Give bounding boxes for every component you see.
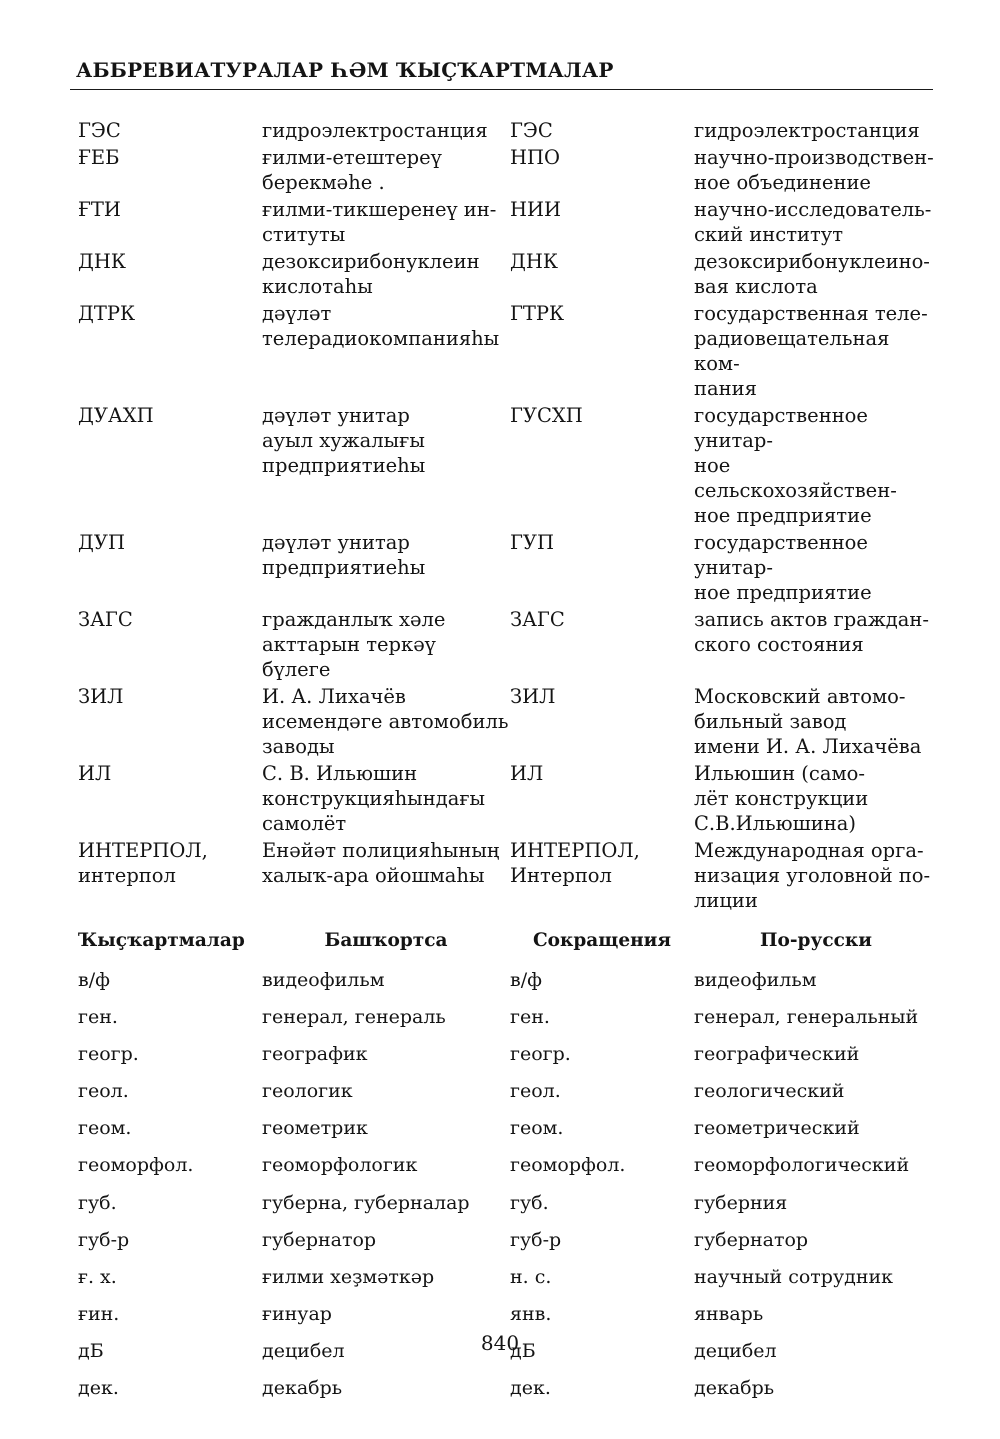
bashkir-abbr: ғин. xyxy=(78,1302,120,1325)
russian-abbr: ЗАГС xyxy=(510,608,565,631)
bashkir-expansion: децибел xyxy=(262,1339,345,1362)
bashkir-expansion: дәүләт унитар предприятиеһы xyxy=(262,531,426,579)
header-col-russian-short: Сокращения xyxy=(532,930,672,951)
header-rule xyxy=(70,89,933,90)
bashkir-abbr: ДНК xyxy=(78,250,126,273)
bashkir-expansion: генерал, генераль xyxy=(262,1006,446,1029)
russian-expansion: децибел xyxy=(694,1339,777,1362)
table-row xyxy=(78,301,938,401)
russian-abbr: НИИ xyxy=(510,198,562,221)
russian-expansion: научный сотрудник xyxy=(694,1265,894,1288)
russian-abbr: геол. xyxy=(510,1080,561,1103)
russian-abbr: ИЛ xyxy=(510,762,544,785)
table-row xyxy=(78,249,938,299)
table-row xyxy=(78,761,938,836)
bashkir-abbr: ҒЕБ xyxy=(78,146,120,169)
header-col-russian-full: По-русски xyxy=(760,930,872,951)
header-col-bashkir-full: Башҡортса xyxy=(324,930,448,951)
bashkir-expansion: И. А. Лихачёв исемендәге автомобиль заводы xyxy=(262,685,509,758)
russian-abbr: дБ xyxy=(510,1339,536,1362)
russian-expansion: геологический xyxy=(694,1080,845,1103)
bashkir-abbr: ЗИЛ xyxy=(78,685,124,708)
table-row xyxy=(78,838,938,913)
bashkir-expansion: губерна, губерналар xyxy=(262,1191,470,1214)
bashkir-abbr: ДУП xyxy=(78,531,125,554)
table-row xyxy=(78,1042,938,1067)
russian-abbr: геом. xyxy=(510,1117,564,1140)
russian-expansion: научно-исследователь- ский институт xyxy=(694,198,932,246)
table-row xyxy=(78,684,938,759)
russian-expansion: губернатор xyxy=(694,1228,809,1251)
bashkir-expansion: декабрь xyxy=(262,1377,343,1400)
table-row xyxy=(78,1228,938,1253)
bashkir-abbr: ДТРК xyxy=(78,302,136,325)
russian-abbr: геоморфол. xyxy=(510,1154,626,1177)
russian-abbr: ДНК xyxy=(510,250,558,273)
russian-expansion: Московский автомо- бильный завод имени И. А. Лихачёва xyxy=(694,685,922,758)
bashkir-expansion: геологик xyxy=(262,1080,353,1103)
table-row xyxy=(78,530,938,605)
russian-abbr: ген. xyxy=(510,1006,550,1029)
table-row xyxy=(78,968,938,993)
russian-abbr: ГТРК xyxy=(510,302,565,325)
bashkir-expansion: ғилми-тикшеренеү ин- ституты xyxy=(262,198,497,246)
russian-abbr: н. с. xyxy=(510,1265,552,1288)
table-row xyxy=(78,1116,938,1141)
russian-expansion: декабрь xyxy=(694,1377,775,1400)
russian-expansion: географический xyxy=(694,1043,860,1066)
header-col-bashkir-short: Ҡыҫҡартмалар xyxy=(78,930,245,951)
bashkir-abbr: губ. xyxy=(78,1191,117,1214)
bashkir-abbr: дек. xyxy=(78,1377,119,1400)
bashkir-abbr: ҒТИ xyxy=(78,198,121,221)
russian-expansion: государственное унитар- ное предприятие xyxy=(694,531,872,604)
table-row xyxy=(78,1376,938,1401)
table-row xyxy=(78,118,938,143)
bashkir-abbr: геом. xyxy=(78,1117,132,1140)
russian-expansion: научно-производствен- ное объединение xyxy=(694,146,934,194)
bashkir-abbr: ЗАГС xyxy=(78,608,133,631)
bashkir-expansion: гражданлыҡ хәле акттарын теркәү бүлеге xyxy=(262,608,446,681)
abbreviations-section xyxy=(78,118,938,913)
table-row xyxy=(78,1005,938,1030)
table-row xyxy=(78,145,938,195)
bashkir-expansion: губернатор xyxy=(262,1228,377,1251)
russian-expansion: губерния xyxy=(694,1191,788,1214)
bashkir-expansion: дәүләт унитар ауыл хужалығы предприятиеһы xyxy=(262,404,426,477)
russian-abbr: ГЭС xyxy=(510,119,553,142)
russian-expansion: дезоксирибонуклеино- вая кислота xyxy=(694,250,930,298)
table-row xyxy=(78,197,938,247)
bashkir-expansion: дәүләт телерадиокомпанияһы xyxy=(262,302,500,350)
russian-expansion: запись актов граждан- ского состояния xyxy=(694,608,929,656)
russian-expansion: геометрический xyxy=(694,1117,860,1140)
bashkir-abbr: ИЛ xyxy=(78,762,112,785)
russian-expansion: Международная орга- низация уголовной по- лиции xyxy=(694,839,931,912)
bashkir-abbr: геол. xyxy=(78,1080,129,1103)
page-number: 840 xyxy=(480,1331,520,1355)
table-row xyxy=(78,1153,938,1178)
bashkir-expansion: геоморфологик xyxy=(262,1154,418,1177)
bashkir-abbr: ДУАХП xyxy=(78,404,154,427)
russian-abbr: ИНТЕРПОЛ, Интерпол xyxy=(510,839,640,887)
bashkir-expansion: дезоксирибонуклеин кислотаһы xyxy=(262,250,480,298)
russian-expansion: видеофильм xyxy=(694,969,817,991)
bashkir-expansion: ғилми хеҙмәткәр xyxy=(262,1265,435,1288)
russian-abbr: ГУП xyxy=(510,531,555,554)
bashkir-expansion: С. В. Ильюшин конструкцияһындағы самолёт xyxy=(262,762,486,835)
bashkir-abbr: геоморфол. xyxy=(78,1154,194,1177)
russian-abbr: янв. xyxy=(510,1302,552,1325)
bashkir-expansion: географик xyxy=(262,1043,368,1066)
bashkir-expansion: гидроэлектростанция xyxy=(262,119,488,142)
bashkir-abbr: ГЭС xyxy=(78,119,121,142)
russian-abbr: губ-р xyxy=(510,1228,562,1251)
table-row xyxy=(78,1079,938,1104)
russian-abbr: геогр. xyxy=(510,1043,571,1066)
table-row xyxy=(78,607,938,682)
bashkir-expansion: Енәйәт полицияһының халыҡ-ара ойошмаһы xyxy=(262,839,500,887)
russian-abbr: дек. xyxy=(510,1377,551,1400)
bashkir-abbr: геогр. xyxy=(78,1043,139,1066)
bashkir-abbr: в/ф xyxy=(78,969,110,991)
table-row xyxy=(78,403,938,528)
bashkir-expansion: ғилми-етештереү берекмәһе . xyxy=(262,146,442,194)
russian-expansion: Ильюшин (само- лёт конструкции С.В.Ильюшина) xyxy=(694,762,869,835)
bashkir-abbr: дБ xyxy=(78,1339,104,1362)
russian-abbr: ЗИЛ xyxy=(510,685,556,708)
russian-expansion: государственная теле- радиовещательная ком- пания xyxy=(694,302,928,400)
table-row xyxy=(78,1265,938,1290)
table-row xyxy=(78,1191,938,1216)
bashkir-abbr: ген. xyxy=(78,1006,118,1029)
bashkir-expansion: видеофильм xyxy=(262,969,385,991)
russian-expansion: генерал, генеральный xyxy=(694,1006,919,1029)
russian-expansion: гидроэлектростанция xyxy=(694,119,920,142)
bashkir-expansion: ғинуар xyxy=(262,1302,332,1325)
bashkir-abbr: ғ. х. xyxy=(78,1265,117,1288)
running-head: АББРЕВИАТУРАЛАР ҺӘМ ҠЫҪҠАРТМАЛАР xyxy=(76,58,614,82)
short-forms-header xyxy=(78,928,938,953)
russian-expansion: государственное унитар- ное сельскохозяйствен- ное предприятие xyxy=(694,404,897,527)
bashkir-abbr: губ-р xyxy=(78,1228,130,1251)
russian-abbr: губ. xyxy=(510,1191,549,1214)
russian-expansion: геоморфологический xyxy=(694,1154,910,1177)
abbreviation-table xyxy=(78,118,938,1413)
russian-abbr: ГУСХП xyxy=(510,404,583,427)
russian-abbr: в/ф xyxy=(510,969,542,991)
table-row xyxy=(78,1302,938,1327)
bashkir-expansion: геометрик xyxy=(262,1117,368,1140)
russian-expansion: январь xyxy=(694,1302,764,1325)
bashkir-abbr: ИНТЕРПОЛ, интерпол xyxy=(78,839,208,887)
russian-abbr: НПО xyxy=(510,146,560,169)
